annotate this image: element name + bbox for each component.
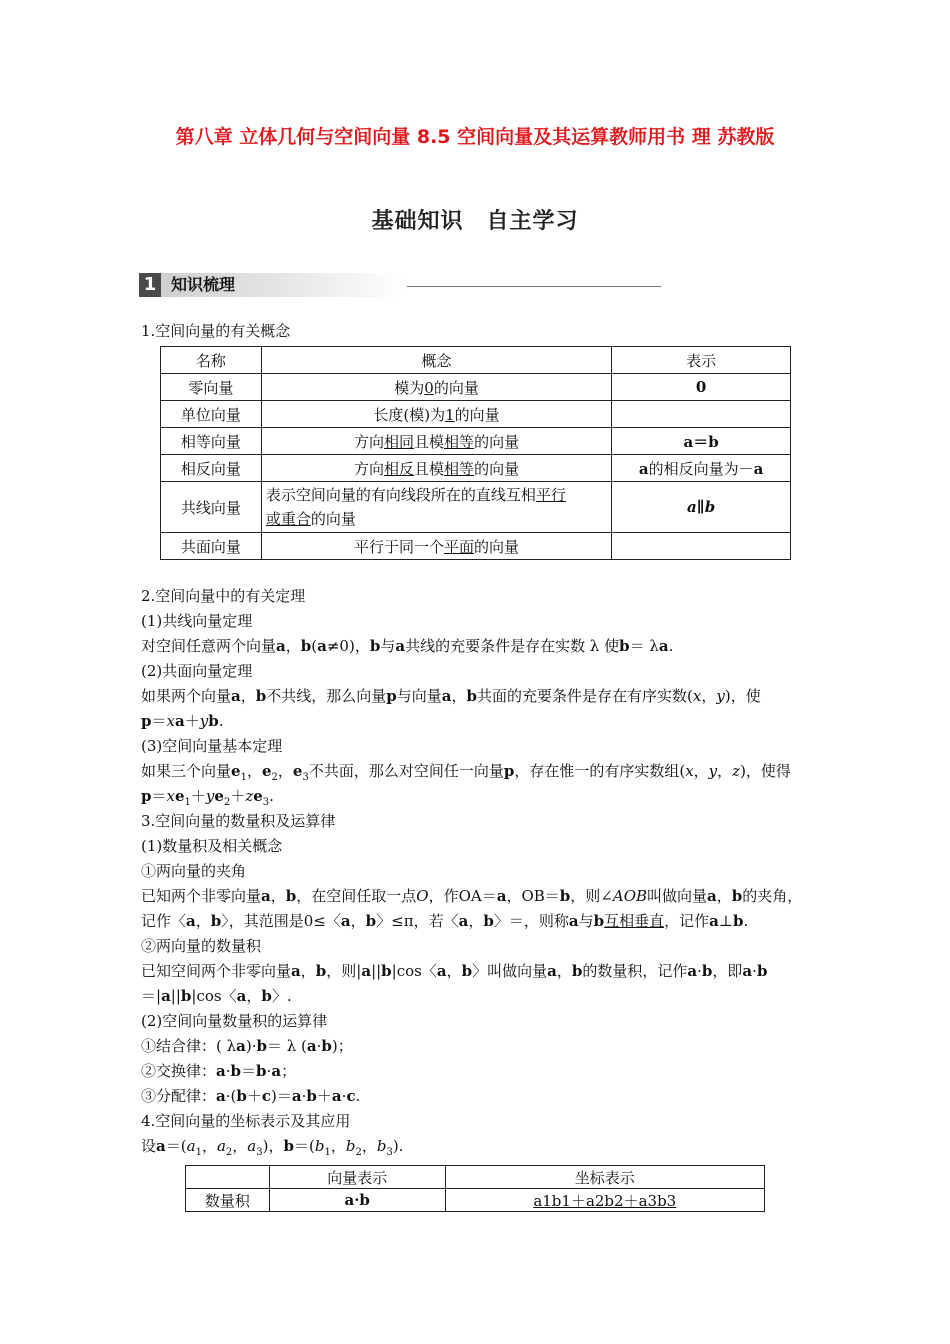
section-label: 知识梳理	[161, 273, 407, 297]
row-name: 相等向量	[161, 428, 262, 455]
concept-angle-title: ①两向量的夹角	[141, 862, 247, 880]
row-coord: a1b1＋a2b2＋a3b3	[445, 1189, 764, 1212]
table-header: 向量表示	[269, 1166, 445, 1189]
row-rep: a的相反向量为－a	[612, 455, 791, 482]
theorem-2-text: 如果两个向量a，b不共线，那么向量p与向量a，b共面的充要条件是存在有序实数(x，y)，使	[141, 687, 761, 705]
sub-heading-1: (1)数量积及相关概念	[141, 837, 283, 855]
row-rep: a·b	[269, 1189, 445, 1212]
row-rep: a＝b	[612, 428, 791, 455]
theorem-3-title: (3)空间向量基本定理	[141, 737, 283, 755]
concept-table	[160, 346, 791, 560]
coordinate-table	[185, 1165, 765, 1212]
row-name: 相反向量	[161, 455, 262, 482]
concept-angle-line2: 记作〈a，b〉，其范围是0≤〈a，b〉≤π，若〈a，b〉＝，则称a与b互相垂直，记作a⊥b.	[141, 912, 749, 930]
concept-dot-title: ②两向量的数量积	[141, 937, 262, 955]
table-header: 名称	[161, 347, 262, 374]
heading-4: 4.空间向量的坐标表示及其应用	[141, 1112, 351, 1130]
table-row	[161, 482, 791, 533]
row-rep	[612, 401, 791, 428]
row-name: 共线向量	[161, 482, 262, 533]
row-name: 单位向量	[161, 401, 262, 428]
table-header: 概念	[261, 347, 611, 374]
row-concept: 长度(模)为1的向量	[261, 401, 611, 428]
law-commutative: ②交换律：a·b＝b·a；	[141, 1062, 297, 1080]
concept-dot-line1: 已知空间两个非零向量a，b，则|a||b|cos〈a，b〉叫做向量a，b的数量积，记作a·b，即a·b	[141, 962, 768, 980]
theorem-1-text: 对空间任意两个向量a，b(a≠0)，b与a共线的充要条件是存在实数 λ 使b＝ λa.	[141, 637, 674, 655]
row-name: 数量积	[186, 1189, 270, 1212]
table-row	[161, 401, 791, 428]
theorem-3-text: 如果三个向量$e_1$，$e_2$，$e_3$不共面，那么对空间任一向量p，存在惟一的有序实数组(x，y，z)，使得	[141, 762, 791, 783]
concept-dot-line2: ＝|a||b|cos〈a，b〉.	[141, 987, 292, 1005]
table-row	[161, 374, 791, 401]
table-header: 坐标表示	[445, 1166, 764, 1189]
heading-3: 3.空间向量的数量积及运算律	[141, 812, 336, 830]
row-concept: 方向相同且模相等的向量	[261, 428, 611, 455]
theorem-2-formula: p＝xa＋yb.	[141, 712, 224, 730]
table-header: 表示	[612, 347, 791, 374]
law-distributive: ③分配律：a·(b＋c)＝a·b＋a·c.	[141, 1087, 361, 1105]
heading-2: 2.空间向量中的有关定理	[141, 587, 306, 605]
section-header	[139, 273, 523, 297]
table-row	[161, 428, 791, 455]
section-subtitle: 基础知识 自主学习	[371, 209, 579, 234]
row-name: 零向量	[161, 374, 262, 401]
concept-angle-line1: 已知两个非零向量a，b，在空间任取一点O，作OA＝a，OB＝b，则∠AOB叫做向量a，b的夹角，	[141, 887, 803, 905]
row-rep: a∥b	[612, 482, 791, 533]
page-title: 第八章 立体几何与空间向量 8.5 空间向量及其运算教师用书 理 苏教版	[175, 126, 775, 148]
theorem-2-title: (2)共面向量定理	[141, 662, 253, 680]
table-row	[161, 533, 791, 560]
row-concept: 表示空间向量的有向线段所在的直线互相平行 或重合的向量	[261, 482, 611, 533]
table-row	[161, 455, 791, 482]
heading-1: 1.空间向量的有关概念	[141, 322, 291, 340]
row-name: 共面向量	[161, 533, 262, 560]
table-header	[186, 1166, 270, 1189]
sub-heading-2: (2)空间向量数量积的运算律	[141, 1012, 328, 1030]
theorem-3-formula: $p=xe_1+ye_2+ze_3$.	[141, 787, 274, 808]
row-concept: 方向相反且模相等的向量	[261, 455, 611, 482]
row-rep	[612, 533, 791, 560]
row-concept: 平行于同一个平面的向量	[261, 533, 611, 560]
section-number: 1	[139, 273, 161, 297]
section-rule	[407, 286, 661, 287]
table-header-row	[161, 347, 791, 374]
law-associative: ①结合律：( λa)·b＝ λ (a·b)；	[141, 1037, 353, 1055]
row-concept: 模为0的向量	[261, 374, 611, 401]
theorem-1-title: (1)共线向量定理	[141, 612, 253, 630]
row-rep: 0	[612, 374, 791, 401]
table-header-row	[186, 1166, 765, 1189]
coordinate-setup: 设$a=(a_1$，$a_2$，$a_3$)，$b=(b_1$，$b_2$，$b_3$).	[141, 1137, 404, 1158]
table-row	[186, 1189, 765, 1212]
